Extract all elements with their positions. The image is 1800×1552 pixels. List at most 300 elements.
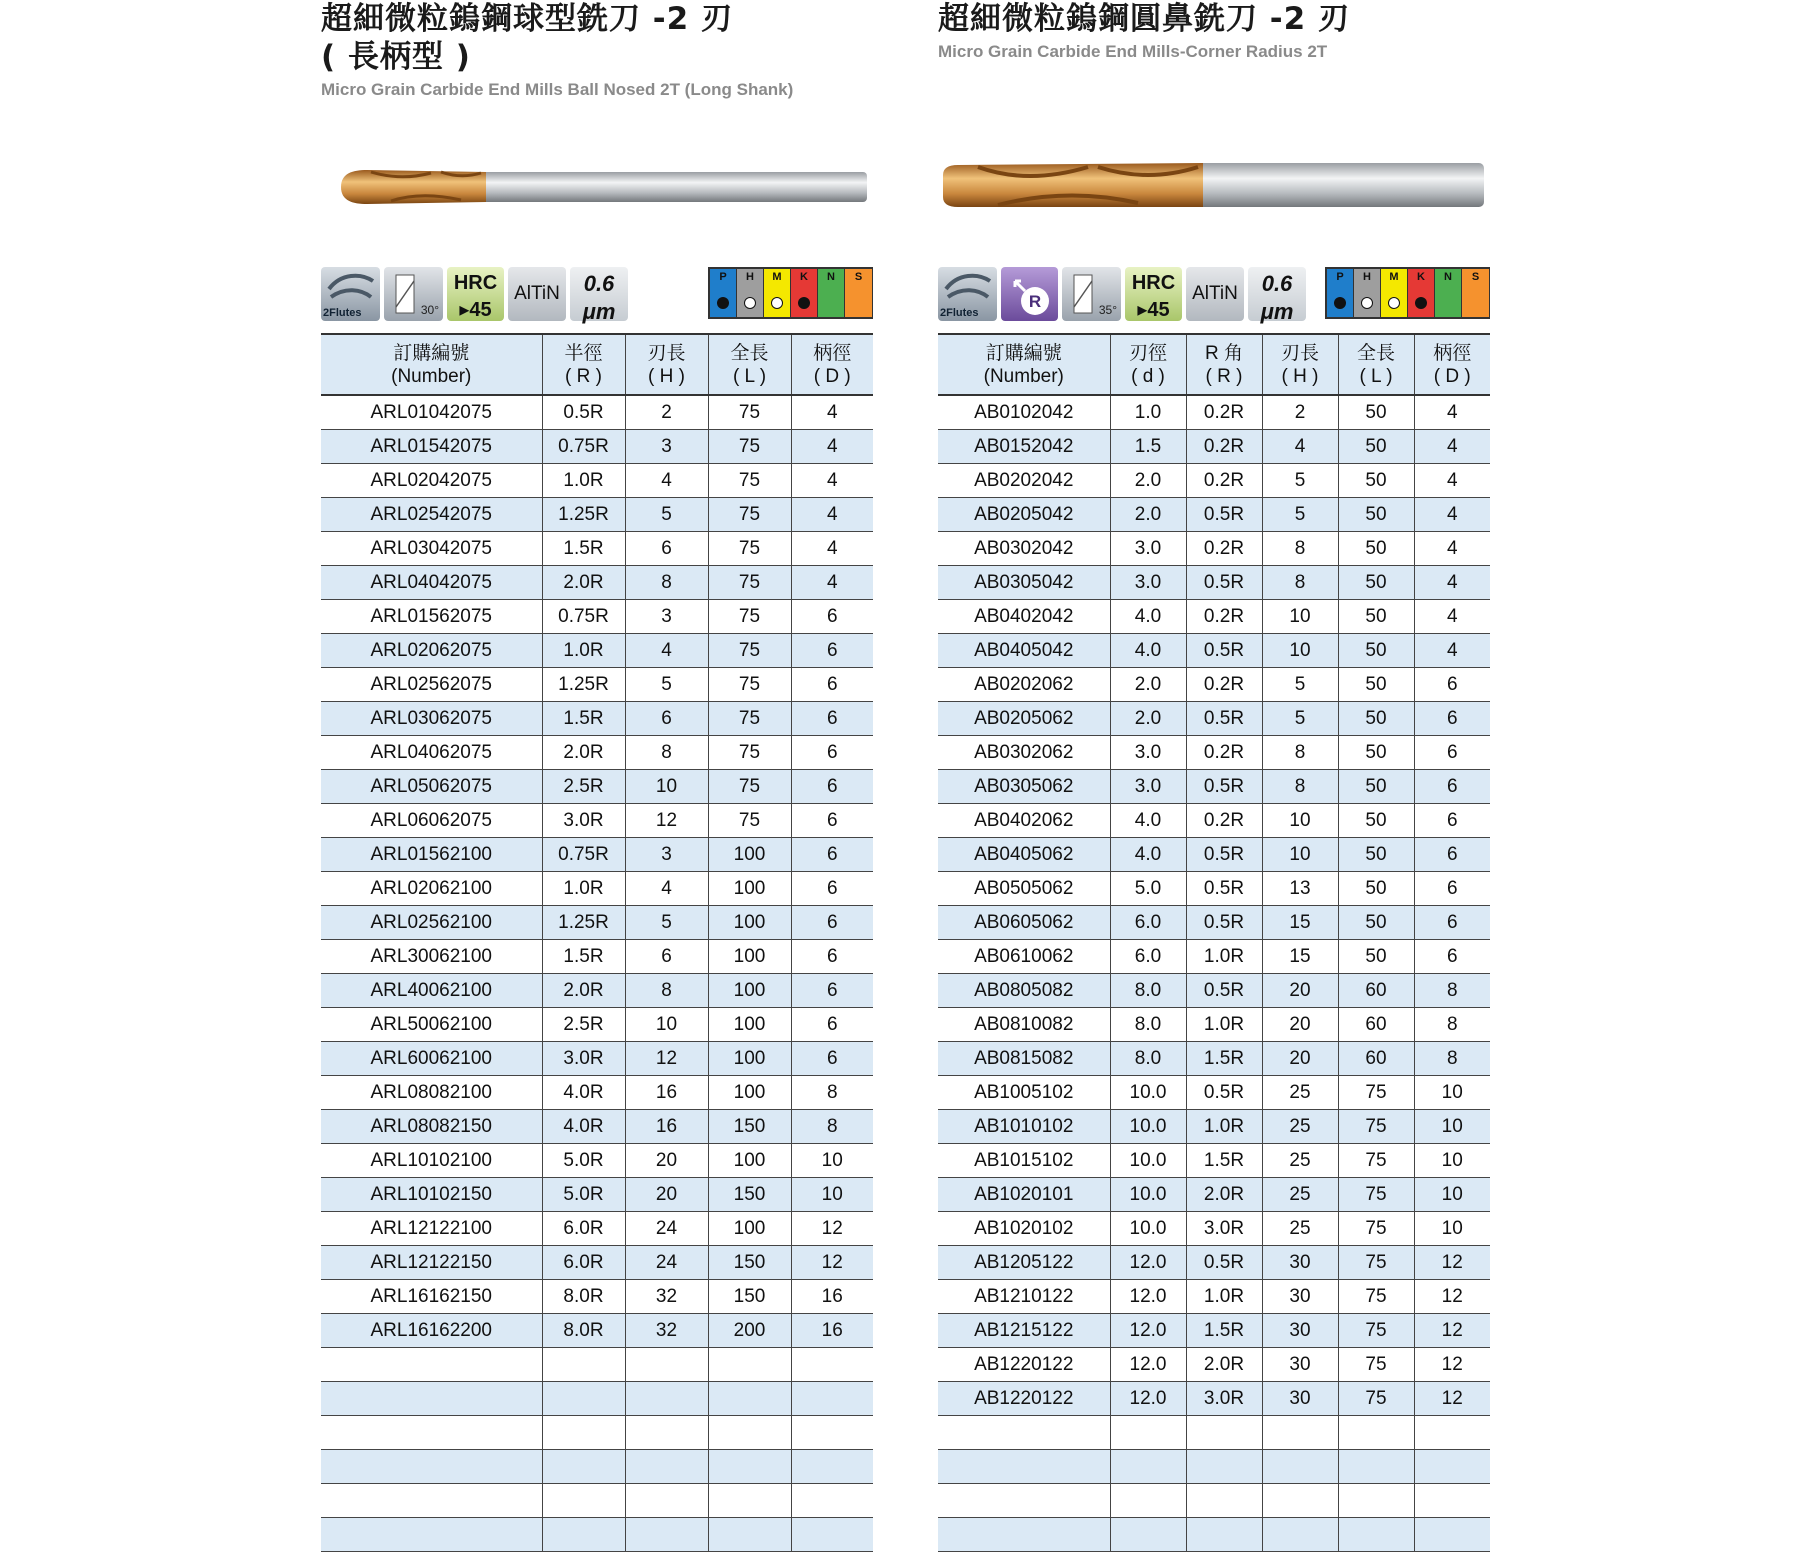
header-en: ( H ) [1281,365,1319,387]
table-cell: 8 [1414,974,1490,1008]
table-cell: 1.5R [542,532,625,566]
table-cell: 20 [625,1178,708,1212]
table-cell [542,1518,625,1552]
material-label: K [1417,271,1425,283]
table-row [938,1008,1490,1042]
table-cell: 75 [1338,1144,1414,1178]
helix-angle-label: 35° [1098,303,1117,317]
two-flutes-icon [321,267,380,321]
table-cell: 6 [1414,668,1490,702]
table-row [938,1314,1490,1348]
table-cell: 50 [1338,906,1414,940]
table-cell: ARL02542075 [321,498,542,532]
table-row [321,532,873,566]
table-cell: 0.2R [1186,600,1262,634]
table-cell: 10 [1262,634,1338,668]
table-cell: 8.0 [1110,1042,1186,1076]
table-cell: AB1215122 [938,1314,1110,1348]
table-cell: 75 [708,736,791,770]
table-cell: 4.0 [1110,634,1186,668]
table-cell [1262,1450,1338,1484]
table-cell: 0.5R [1186,906,1262,940]
table-cell: ARL16162200 [321,1314,542,1348]
table-cell: 4 [1414,634,1490,668]
column-header [938,334,1110,395]
material-cell-n [818,269,845,317]
table-cell: 30 [1262,1314,1338,1348]
table-cell: 12 [791,1212,873,1246]
table-row [321,430,873,464]
table-cell [1338,1518,1414,1552]
table-row [321,634,873,668]
table-cell: 8 [791,1076,873,1110]
table-cell: ARL06062075 [321,804,542,838]
two-flutes-icon [938,267,997,321]
table-cell: 6 [791,906,873,940]
table-cell: 5 [625,906,708,940]
hrc-label: HRC [1131,272,1176,294]
header-en: ( R ) [565,365,602,387]
material-label: P [719,271,727,283]
helix-angle-label: 30° [420,303,439,317]
table-cell: 3.0 [1110,566,1186,600]
table-cell: AB1210122 [938,1280,1110,1314]
table-row [938,872,1490,906]
table-cell [708,1416,791,1450]
header-zh: 柄徑 [1433,342,1472,364]
table-cell: 4 [1414,430,1490,464]
table-cell: 12 [1414,1246,1490,1280]
header-en: ( D ) [1433,365,1471,387]
table-cell [1338,1484,1414,1518]
radius-label: R [1028,292,1042,311]
table-cell: 10 [625,1008,708,1042]
table-cell: 6 [1414,770,1490,804]
table-cell [1414,1484,1490,1518]
table-cell: 1.0R [542,464,625,498]
table-row [321,1076,873,1110]
material-suitability-grid [1325,267,1490,319]
table-cell: ARL01042075 [321,395,542,430]
left-title-line1: 超細微粒鎢鋼球型銑刀 -2 刃 [321,1,734,37]
table-cell: ARL05062075 [321,770,542,804]
table-cell [321,1348,542,1382]
table-cell: 75 [1338,1246,1414,1280]
table-cell: AB1015102 [938,1144,1110,1178]
table-cell: 25 [1262,1178,1338,1212]
table-cell [1414,1416,1490,1450]
table-cell: 8 [1414,1042,1490,1076]
table-cell: 0.5R [1186,634,1262,668]
table-cell: 150 [708,1110,791,1144]
table-cell: AB0605062 [938,906,1110,940]
table-row [321,600,873,634]
table-cell: 6 [791,1042,873,1076]
header-en: (Number) [983,365,1064,387]
table-row [938,838,1490,872]
recommended-dot-icon [798,297,810,309]
table-cell [791,1416,873,1450]
table-row [321,1144,873,1178]
table-cell: 0.2R [1186,668,1262,702]
table-row [938,1382,1490,1416]
table-cell [625,1348,708,1382]
hrc-hardness-icon [1125,267,1182,321]
table-row [321,1008,873,1042]
table-cell: 6.0 [1110,906,1186,940]
table-cell: 13 [1262,872,1338,906]
table-cell: 50 [1338,940,1414,974]
table-cell: 5 [625,668,708,702]
table-cell: 0.75R [542,430,625,464]
table-cell: ARL04062075 [321,736,542,770]
table-cell: 10.0 [1110,1178,1186,1212]
table-cell: 6 [791,770,873,804]
material-label: N [827,271,835,283]
table-cell [542,1416,625,1450]
table-cell: 4 [791,498,873,532]
table-row [938,668,1490,702]
material-label: M [772,271,782,283]
table-cell: 10 [1414,1110,1490,1144]
table-cell: 30 [1262,1348,1338,1382]
table-row [938,498,1490,532]
table-cell: 25 [1262,1212,1338,1246]
ball-nose-end-mill-image [321,145,873,235]
table-row [938,1518,1490,1552]
grain-size-value: 0.6 [1261,271,1293,296]
table-row [938,634,1490,668]
table-cell: ARL02062100 [321,872,542,906]
table-row [938,430,1490,464]
material-cell-n [1435,269,1462,317]
table-cell: 5.0R [542,1178,625,1212]
table-cell: 60 [1338,1008,1414,1042]
table-cell: AB0305062 [938,770,1110,804]
header-zh: 全長 [1356,342,1395,364]
table-cell: 8 [791,1110,873,1144]
table-cell: 6 [791,940,873,974]
table-cell: 16 [791,1314,873,1348]
material-label: M [1389,271,1399,283]
material-label: H [746,271,754,283]
table-cell: ARL01562100 [321,838,542,872]
table-row [321,1484,873,1518]
table-row [938,600,1490,634]
table-cell: 12 [1414,1314,1490,1348]
table-cell [542,1484,625,1518]
table-cell [1186,1484,1262,1518]
table-cell: 0.2R [1186,430,1262,464]
table-cell: 2.0 [1110,498,1186,532]
table-cell: 200 [708,1314,791,1348]
table-cell [791,1484,873,1518]
column-header [1414,334,1490,395]
table-cell: 6 [791,668,873,702]
table-cell: 10 [1262,600,1338,634]
table-cell: 4.0 [1110,838,1186,872]
table-cell: ARL08082150 [321,1110,542,1144]
material-cell-s [845,269,872,317]
table-cell: 75 [1338,1212,1414,1246]
header-en: ( L ) [1359,365,1393,387]
hrc-value: ▸45 [1137,299,1170,321]
table-cell: 0.5R [1186,1246,1262,1280]
table-cell [708,1450,791,1484]
material-cell-p [1327,269,1354,317]
table-row [938,1416,1490,1450]
material-label: N [1444,271,1452,283]
table-cell: 4.0 [1110,804,1186,838]
ball-nosed-section [321,0,873,1341]
table-cell: 32 [625,1314,708,1348]
table-cell: 12 [1414,1382,1490,1416]
header-en: ( R ) [1205,365,1243,387]
table-row [938,464,1490,498]
table-cell: 0.2R [1186,532,1262,566]
table-cell [938,1416,1110,1450]
header-zh: 柄徑 [813,342,852,364]
material-cell-m [764,269,791,317]
table-cell: 8.0 [1110,974,1186,1008]
table-cell: 1.0R [542,872,625,906]
table-cell: 6 [791,600,873,634]
table-cell: 75 [1338,1348,1414,1382]
grain-size-unit: μm [582,299,616,324]
material-label: S [1471,271,1480,283]
table-cell: 6 [791,736,873,770]
table-cell: 75 [708,702,791,736]
table-cell: 1.0 [1110,395,1186,430]
table-cell: 1.5R [542,940,625,974]
table-cell [1110,1484,1186,1518]
table-cell: 6 [791,974,873,1008]
table-row [938,1144,1490,1178]
table-cell: 3.0R [542,804,625,838]
table-cell [791,1382,873,1416]
table-cell: 0.5R [1186,838,1262,872]
left-title-line2: ( 長柄型 ) [321,39,471,75]
table-cell: 2.0R [542,736,625,770]
table-cell: AB1220122 [938,1382,1110,1416]
table-cell: 75 [708,566,791,600]
table-cell: 50 [1338,872,1414,906]
hrc-value: ▸45 [459,299,492,321]
table-cell: ARL12122100 [321,1212,542,1246]
table-row [938,1348,1490,1382]
table-cell: 4 [625,872,708,906]
helix-angle-icon [384,267,443,321]
table-cell: 5 [1262,668,1338,702]
table-cell: 1.5R [1186,1314,1262,1348]
table-row [321,1348,873,1382]
table-cell: 2.0R [1186,1348,1262,1382]
table-cell: ARL04042075 [321,566,542,600]
table-cell: 16 [625,1076,708,1110]
table-row [321,872,873,906]
grain-size-value: 0.6 [583,271,615,296]
table-cell: 50 [1338,804,1414,838]
table-cell: 1.25R [542,668,625,702]
header-en: ( D ) [813,365,851,387]
table-cell: 4 [625,464,708,498]
column-header [1262,334,1338,395]
corner-radius-icon [1001,267,1058,321]
table-cell: ARL02562100 [321,906,542,940]
material-label: H [1363,271,1371,283]
table-cell: 50 [1338,668,1414,702]
table-cell: AB0152042 [938,430,1110,464]
table-row [321,498,873,532]
table-cell: 20 [1262,1042,1338,1076]
table-cell: 6.0R [542,1246,625,1280]
table-cell: 50 [1338,770,1414,804]
left-subtitle: Micro Grain Carbide End Mills Ball Nosed 2T (Long Shank) [321,80,794,99]
table-cell: 10.0 [1110,1110,1186,1144]
table-cell: ARL02562075 [321,668,542,702]
table-cell: 10 [1262,804,1338,838]
table-cell: 12.0 [1110,1280,1186,1314]
table-row [321,940,873,974]
table-cell: 32 [625,1280,708,1314]
table-cell: ARL02042075 [321,464,542,498]
table-cell: 1.25R [542,906,625,940]
table-cell: 100 [708,872,791,906]
column-header [542,334,625,395]
table-row [938,1178,1490,1212]
table-cell: 50 [1338,838,1414,872]
table-cell: 24 [625,1212,708,1246]
table-row [938,940,1490,974]
table-cell: 1.5R [1186,1042,1262,1076]
table-cell [625,1450,708,1484]
table-row [321,668,873,702]
table-cell [625,1416,708,1450]
table-cell: 12.0 [1110,1314,1186,1348]
table-cell: 20 [1262,1008,1338,1042]
table-cell: AB1020101 [938,1178,1110,1212]
table-cell: 6 [791,702,873,736]
material-suitability-grid [708,267,873,319]
table-cell: 100 [708,1042,791,1076]
table-cell: 3.0 [1110,770,1186,804]
table-cell: 1.0R [1186,1280,1262,1314]
table-cell: 6 [1414,906,1490,940]
table-cell: 1.0R [1186,1008,1262,1042]
suitable-circle-icon [771,297,783,309]
table-row [321,1314,873,1348]
table-cell: 75 [708,634,791,668]
table-row [321,906,873,940]
table-cell: ARL50062100 [321,1008,542,1042]
table-cell: ARL08082100 [321,1076,542,1110]
table-cell: AB1020102 [938,1212,1110,1246]
table-row [938,566,1490,600]
table-cell: AB1005102 [938,1076,1110,1110]
table-cell: 4 [1414,395,1490,430]
table-cell: 0.2R [1186,464,1262,498]
table-cell [1186,1450,1262,1484]
suitable-circle-icon [1361,297,1373,309]
table-cell: AB0305042 [938,566,1110,600]
material-label: S [854,271,863,283]
table-cell: 4 [625,634,708,668]
altin-coating-icon [1186,267,1244,321]
table-cell [938,1484,1110,1518]
table-cell: 12.0 [1110,1382,1186,1416]
table-cell: 6 [1414,804,1490,838]
table-cell [1110,1416,1186,1450]
table-cell: 3 [625,600,708,634]
table-cell: 0.5R [542,395,625,430]
table-cell: 75 [1338,1076,1414,1110]
table-row [321,1246,873,1280]
table-cell: 6 [791,634,873,668]
table-cell: ARL60062100 [321,1042,542,1076]
table-cell: AB1010102 [938,1110,1110,1144]
hrc-label: HRC [453,272,498,294]
table-row [321,736,873,770]
table-cell: 5.0 [1110,872,1186,906]
table-cell: 100 [708,1212,791,1246]
table-cell [708,1382,791,1416]
header-zh: 訂購編號 [393,342,470,364]
table-cell: 100 [708,906,791,940]
table-cell [321,1382,542,1416]
table-cell: AB1205122 [938,1246,1110,1280]
table-cell: ARL12122150 [321,1246,542,1280]
table-cell: 2.0 [1110,668,1186,702]
table-cell: 4 [1414,600,1490,634]
table-row [938,1450,1490,1484]
table-cell: 50 [1338,430,1414,464]
table-cell: 15 [1262,940,1338,974]
left-icon-row [321,267,873,324]
table-cell: ARL10102100 [321,1144,542,1178]
table-cell: 2.5R [542,770,625,804]
material-cell-k [1408,269,1435,317]
table-cell: 60 [1338,974,1414,1008]
table-cell: 50 [1338,634,1414,668]
table-cell: 75 [708,770,791,804]
table-row [321,1382,873,1416]
table-cell: 12 [625,804,708,838]
table-cell: 12 [791,1246,873,1280]
micro-grain-icon [570,267,628,324]
table-row [321,804,873,838]
table-row [321,566,873,600]
ball-nosed-spec-table [321,333,873,1552]
table-cell: 6 [1414,838,1490,872]
table-cell: 3.0 [1110,532,1186,566]
table-cell: 6 [791,872,873,906]
table-cell: ARL10102150 [321,1178,542,1212]
micro-grain-icon [1248,267,1306,324]
table-cell [321,1416,542,1450]
material-label: K [800,271,808,283]
table-cell: 75 [708,464,791,498]
table-cell [1110,1518,1186,1552]
header-en: (Number) [391,365,472,387]
table-cell: 2 [625,395,708,430]
column-header [708,334,791,395]
table-cell: 150 [708,1178,791,1212]
table-cell [625,1518,708,1552]
table-row [938,804,1490,838]
table-cell: 50 [1338,498,1414,532]
table-cell: 10 [1414,1076,1490,1110]
table-cell: 4.0R [542,1076,625,1110]
